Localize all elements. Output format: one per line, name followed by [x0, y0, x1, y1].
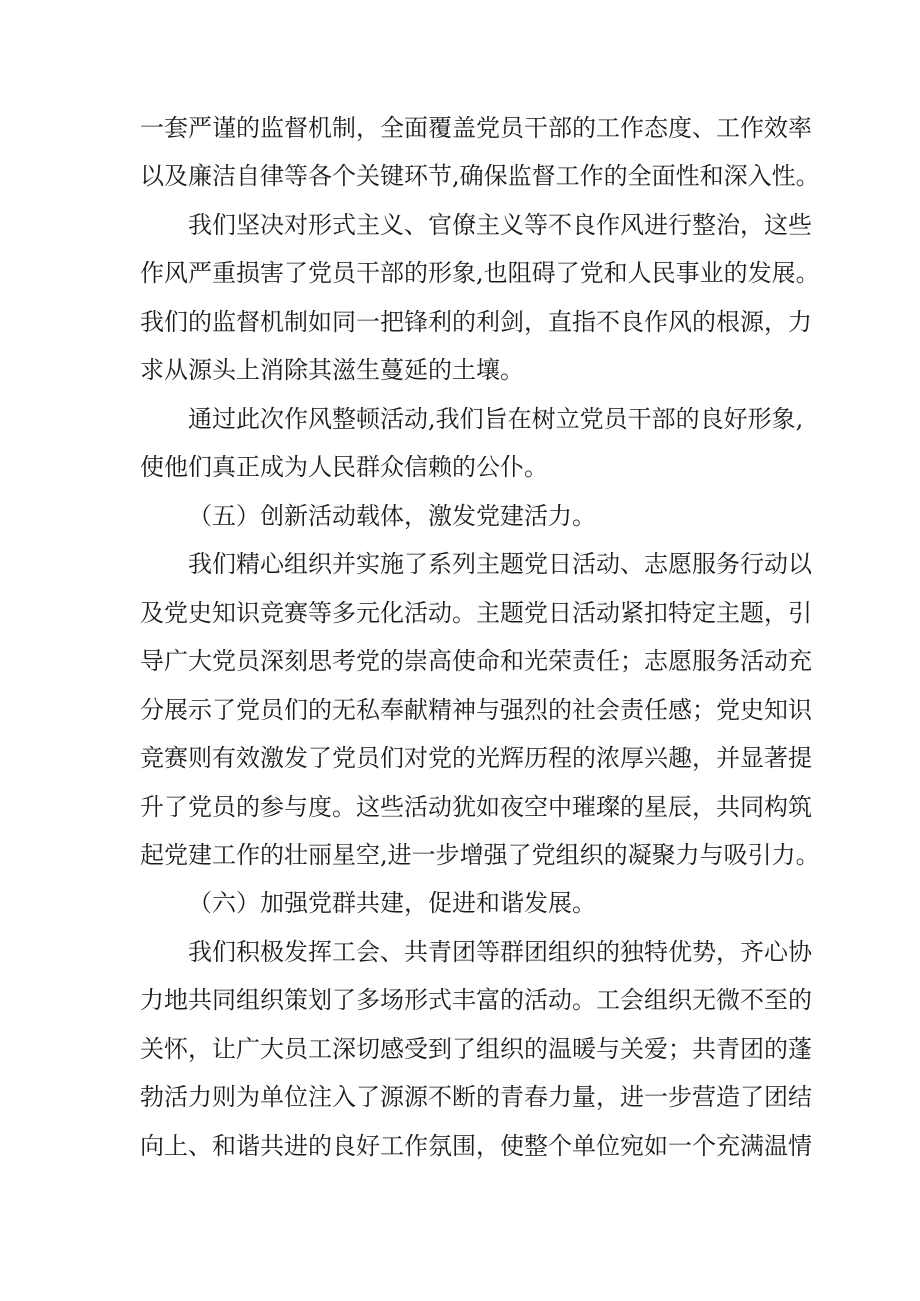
text-line: 升了党员的参与度。这些活动犹如夜空中璀璨的星辰，共同构筑: [140, 793, 812, 821]
paragraph-first-line: 我们积极发挥工会、共青团等群团组织的独特优势，齐心协: [188, 938, 812, 966]
text-line: 向上、和谐共进的良好工作氛围，使整个单位宛如一个充满温情: [140, 1132, 812, 1160]
text-line: 起党建工作的壮丽星空,进一步增强了党组织的凝聚力与吸引力。: [140, 841, 820, 869]
paragraph-first-line: 我们坚决对形式主义、官僚主义等不良作风进行整治，这些: [188, 211, 812, 239]
text-line: 竞赛则有效激发了党员们对党的光辉历程的浓厚兴趣，并显著提: [140, 744, 812, 772]
text-line: 及党史知识竞赛等多元化活动。主题党日活动紧扣特定主题，引: [140, 599, 812, 627]
paragraph-first-line: 通过此次作风整顿活动,我们旨在树立党员干部的良好形象,: [188, 405, 804, 433]
text-line: 以及廉洁自律等各个关键环节,确保监督工作的全面性和深入性。: [140, 162, 820, 190]
text-line: 使他们真正成为人民群众信赖的公仆。: [140, 453, 548, 481]
text-line: 分展示了党员们的无私奉献精神与强烈的社会责任感；党史知识: [140, 696, 812, 724]
text-line: 勃活力则为单位注入了源源不断的青春力量，进一步营造了团结: [140, 1083, 812, 1111]
section-heading-six: （六）加强党群共建，促进和谐发展。: [188, 889, 596, 917]
text-line: 我们的监督机制如同一把锋利的利剑，直指不良作风的根源，力: [140, 308, 812, 336]
section-heading-five: （五）创新活动载体，激发党建活力。: [188, 502, 596, 530]
text-line: 作风严重损害了党员干部的形象,也阻碍了党和人民事业的发展。: [140, 259, 820, 287]
text-line: 求从源头上消除其滋生蔓延的土壤。: [140, 356, 524, 384]
text-line: 一套严谨的监督机制，全面覆盖党员干部的工作态度、工作效率: [140, 114, 812, 142]
text-line: 导广大党员深刻思考党的崇高使命和光荣责任；志愿服务活动充: [140, 647, 812, 675]
text-line: 关怀，让广大员工深切感受到了组织的温暖与关爱；共青团的蓬: [140, 1035, 812, 1063]
paragraph-first-line: 我们精心组织并实施了系列主题党日活动、志愿服务行动以: [188, 550, 812, 578]
text-line: 力地共同组织策划了多场形式丰富的活动。工会组织无微不至的: [140, 986, 812, 1014]
